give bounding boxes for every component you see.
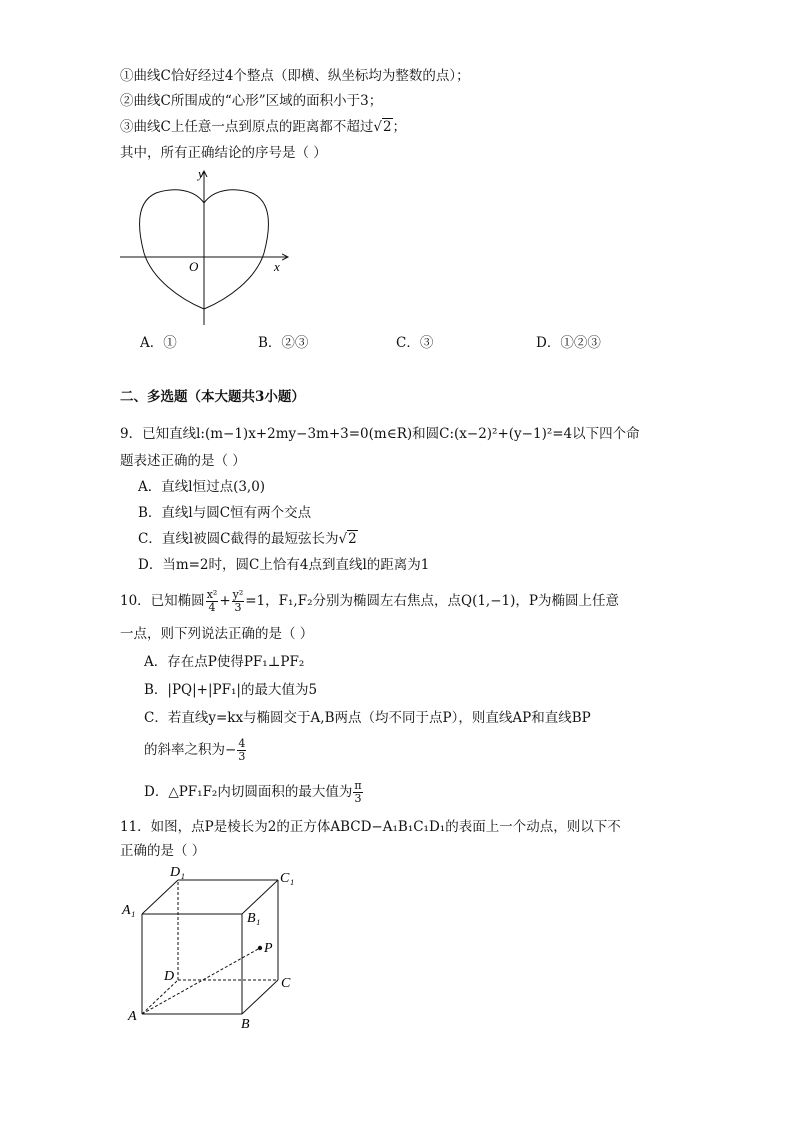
q9-stem-line-2: 题表述正确的是（ ）: [120, 453, 246, 469]
q10-option-d-num: π: [354, 779, 362, 792]
label-d1: D₁: [170, 865, 185, 880]
q10-fraction-y: [232, 589, 245, 614]
q11-stem-line-1: 11．如图，点P是棱长为2的正方体ABCD−A₁B₁C₁D₁的表面上一个动点，则以下不: [120, 819, 621, 835]
q10-option-c-text: 的斜率之积为−: [144, 742, 237, 758]
q10-stem-pre: 10．已知椭圆: [120, 593, 205, 609]
edge-cb: [242, 980, 278, 1014]
x-axis-label: x: [274, 259, 280, 274]
label-a1: A₁: [122, 903, 136, 918]
q10-option-d-text: D．△PF₁F₂内切圆面积的最大值为: [144, 784, 353, 800]
q10-fraction-y-den: 3: [234, 601, 242, 614]
q9-option-b: B．直线l与圆C恒有两个交点: [138, 505, 312, 521]
y-axis-label: y: [198, 166, 204, 181]
label-a: A: [128, 1009, 137, 1024]
q9-stem-line-1: 9．已知直线l:(m−1)x+2my−3m+3=0(m∈R)和圆C:(x−2)²+(y−1)²=4以下四个命: [120, 426, 640, 442]
q10-stem-post: =1，F₁,F₂分别为椭圆左右焦点，点Q(1,−1)，P为椭圆上任意: [245, 593, 619, 609]
q8-option-c: C．③: [396, 335, 434, 351]
cube-figure: [118, 860, 318, 1030]
q8-statement-3-text: ③曲线C上任意一点到原点的距离都不超过: [120, 119, 374, 135]
q10-option-a: A．存在点P使得PF₁⊥PF₂: [144, 654, 305, 670]
q8-statement-2: ②曲线C所围成的“心形”区域的面积小于3；: [120, 93, 383, 109]
origin-label: O: [189, 259, 199, 274]
label-b1: B₁: [247, 911, 261, 926]
q10-stem-line-1: [120, 588, 619, 614]
q10-fraction-x: [206, 589, 219, 614]
q10-option-c-num: 4: [238, 737, 246, 750]
label-d: D: [164, 969, 175, 984]
point-p: [258, 946, 262, 950]
label-b: B: [241, 1017, 250, 1030]
q8-statement-3-end: ；: [392, 119, 407, 135]
q8-ask: 其中，所有正确结论的序号是（ ）: [120, 145, 327, 161]
label-c: C: [281, 976, 291, 991]
q10-option-b: B．|PQ|+|PF₁|的最大值为5: [144, 682, 318, 698]
q10-option-c-line-1: C．若直线y=kx与椭圆交于A,B两点（均不同于点P），则直线AP和直线BP: [144, 710, 591, 726]
label-p: P: [264, 941, 273, 956]
q10-option-c-fraction: [237, 738, 246, 763]
q8-statement-1: ①曲线C恰好经过4个整点（即横、纵坐标均为整数的点）；: [120, 68, 470, 84]
q10-fraction-y-num: y²: [232, 588, 244, 601]
q8-option-b: B．②③: [258, 335, 309, 351]
q10-stem-line-2: 一点，则下列说法正确的是（ ）: [120, 626, 314, 642]
q9-option-c-root: 2: [348, 531, 357, 547]
q10-option-c-den: 3: [238, 750, 246, 763]
q9-option-d: D．当m=2时，圆C上恰有4点到直线l的距离为1: [138, 557, 430, 573]
q11-stem-line-2: 正确的是（ ）: [120, 843, 206, 859]
edge-a1d1: [142, 880, 178, 914]
q10-option-c-line-2: [144, 736, 247, 764]
q9-option-c-text: C．直线l被圆C截得的最短弦长为: [138, 531, 339, 547]
q10-option-d-den: 3: [354, 792, 362, 805]
q8-statement-3-root: 2: [382, 119, 392, 135]
q8-option-d: D．①②③: [536, 335, 601, 351]
edge-c1b1: [242, 880, 278, 914]
q8-option-a: A．①: [140, 335, 177, 351]
heart-curve-figure: [118, 165, 298, 330]
q8-statement-3: ③曲线C上任意一点到原点的距离都不超过√2；: [120, 119, 407, 135]
q10-fraction-x-den: 4: [208, 601, 216, 614]
q10-option-d-fraction: [353, 780, 362, 805]
q10-fraction-x-num: x²: [206, 588, 218, 601]
q9-option-a: A．直线l恒过点(3,0): [138, 479, 266, 495]
section-title: 二、多选题（本大题共3小题）: [120, 389, 305, 405]
q10-plus: +: [219, 593, 231, 609]
q9-option-c: C．直线l被圆C截得的最短弦长为√2: [138, 531, 357, 547]
q10-option-d: [144, 778, 364, 806]
label-c1: C₁: [280, 871, 295, 886]
